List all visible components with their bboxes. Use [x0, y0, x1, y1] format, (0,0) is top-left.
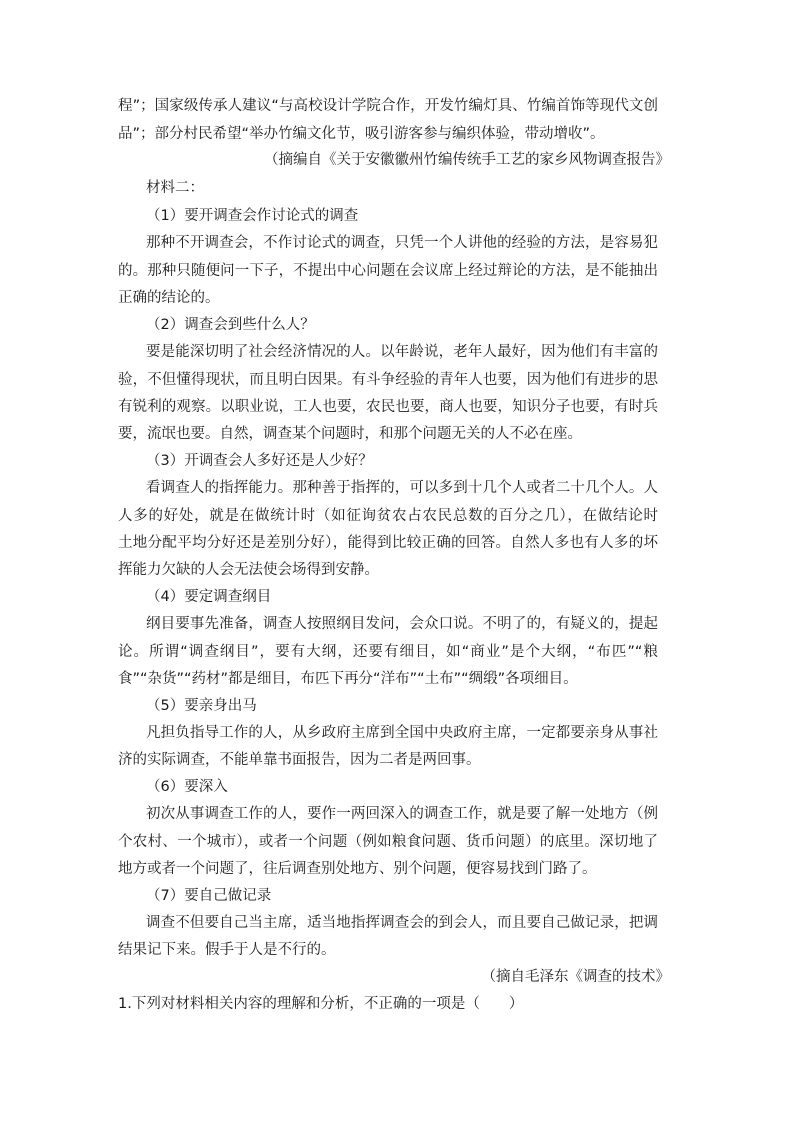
paragraph-line: 有锐利的观察。以职业说，工人也要，农民也要，商人也要，知识分子也要，有时兵 — [118, 399, 658, 415]
paragraph-line: 人多的好处，就是在做统计时（如征询贫农占农民总数的百分之几），在做结论时 — [118, 508, 658, 524]
paragraph-line: 调查不但要自己当主席，适当地指挥调查会的到会人，而且要自己做记录，把调 — [146, 915, 658, 931]
section-heading: （1）要开调查会作讨论式的调查 — [146, 208, 359, 224]
paragraph-line: 个农村、一个城市），或者一个问题（例如粮食问题、货币问题）的底里。深切地了 — [118, 834, 658, 850]
paragraph-line: 要，流氓也要。自然，调查某个问题时，和那个问题无关的人不必在座。 — [118, 426, 582, 442]
paragraph-line: 验，不但懂得现状，而且明白因果。有斗争经验的青年人也要，因为他们有进步的思 — [118, 372, 658, 388]
question-1: 1.下列对材料相关内容的理解和分析，不正确的一项是（ ） — [118, 996, 524, 1012]
paragraph-line: 地方或者一个问题了，往后调查别处地方、别个问题，便容易找到门路了。 — [118, 861, 597, 877]
material2-title: 材料二： — [146, 180, 204, 196]
paragraph-line: 那种不开调查会，不作讨论式的调查，只凭一个人讲他的经验的方法，是容易犯 — [146, 235, 658, 251]
paragraph-line: 济的实际调查，不能单靠书面报告，因为二者是两回事。 — [118, 752, 481, 768]
paragraph-line: 论。所谓“调查纲目”，要有大纲，还要有细目，如“商业”是个大纲，“布匹”“粮 — [118, 644, 658, 660]
section-heading: （3）开调查会人多好还是人少好？ — [146, 453, 373, 469]
source-citation: （摘自毛泽东《调查的技术》 — [481, 969, 670, 985]
section-heading: （2）调查会到些什么人？ — [146, 317, 315, 333]
section-heading: （6）要深入 — [146, 779, 228, 795]
paragraph-line: 食”“杂货”“药材”都是细目，布匹下再分“洋布”“土布”“绸缎”各项细目。 — [118, 671, 578, 687]
paragraph-line: 凡担负指导工作的人，从乡政府主席到全国中央政府主席，一定都要亲身从事社 — [146, 725, 658, 741]
paragraph-line: 结果记下来。假手于人是不行的。 — [118, 942, 336, 958]
paragraph-line: 要是能深切明了社会经济情况的人。以年龄说，老年人最好，因为他们有丰富的 — [146, 344, 658, 360]
intro-line-2: 品”；部分村民希望“举办竹编文化节，吸引游客参与编织体验，带动增收”。 — [118, 126, 605, 142]
paragraph-line: 初次从事调查工作的人，要作一两回深入的调查工作，就是要了解一处地方（例 — [146, 806, 658, 822]
paragraph-line: 纲目要事先准备，调查人按照纲目发问，会众口说。不明了的，有疑义的，提起 — [146, 616, 658, 632]
paragraph-line: 挥能力欠缺的人会无法使会场得到安静。 — [118, 562, 379, 578]
section-heading: （5）要亲身出马 — [146, 698, 257, 714]
paragraph-line: 正确的结论的。 — [118, 290, 220, 306]
paragraph-line: 土地分配平均分好还是差别分好），能得到比较正确的回答。自然人多也有人多的坏 — [118, 535, 658, 551]
intro-source: （摘编自《关于安徽徽州竹编传统手工艺的家乡风物调查报告》 — [264, 152, 670, 168]
paragraph-line: 的。那种只随便问一下子，不提出中心问题在会议席上经过辩论的方法，是不能抽出 — [118, 263, 658, 279]
section-heading: （4）要定调查纲目 — [146, 589, 272, 605]
intro-line-1: 程”；国家级传承人建议“与高校设计学院合作，开发竹编灯具、竹编首饰等现代文创 — [118, 98, 658, 114]
paragraph-line: 看调查人的指挥能力。那种善于指挥的，可以多到十几个人或者二十几个人。人 — [146, 480, 658, 496]
section-heading: （7）要自己做记录 — [146, 888, 272, 904]
